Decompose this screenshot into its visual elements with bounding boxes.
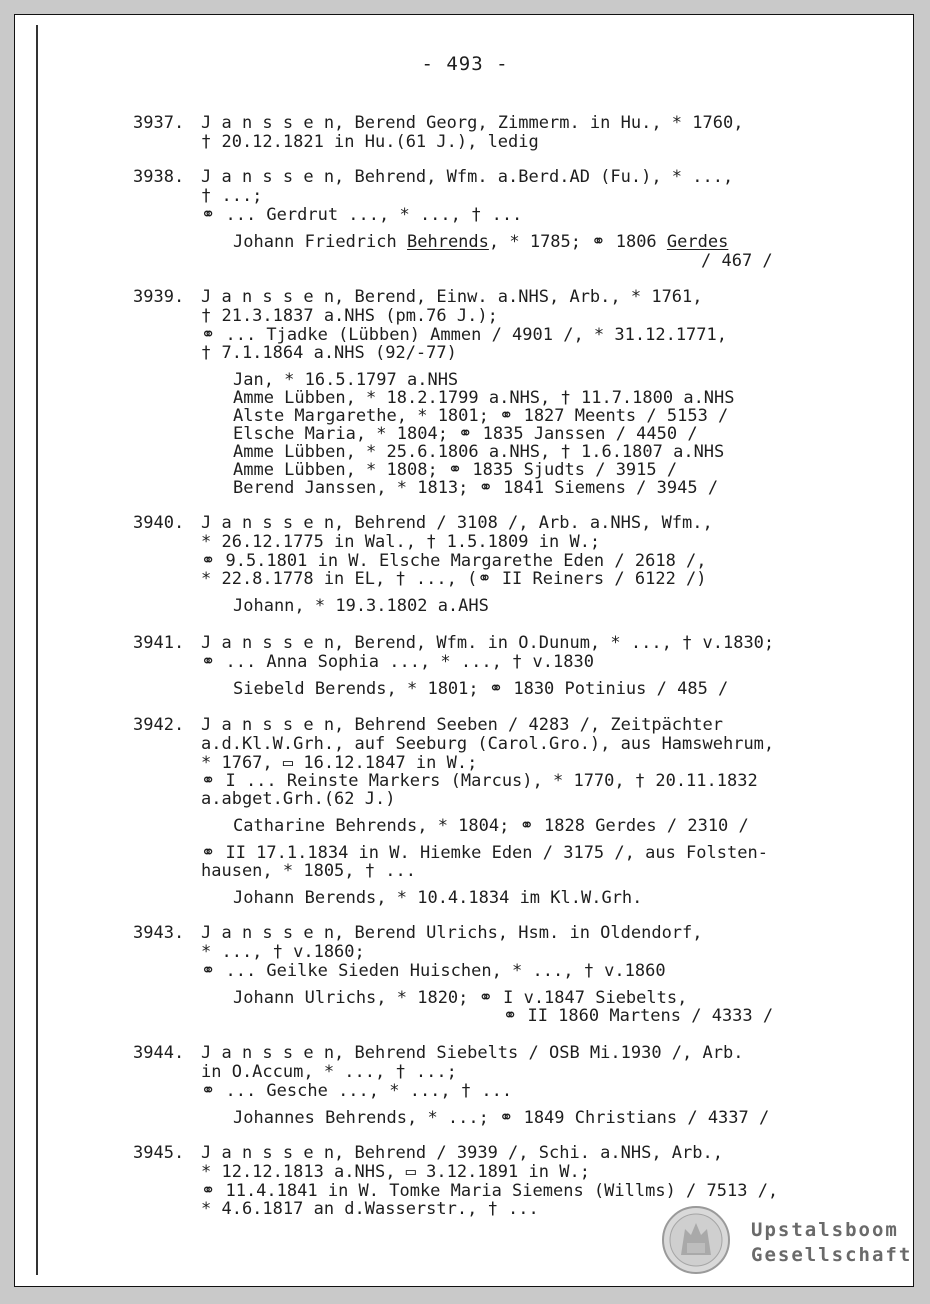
entry-line: ⚭ I ... Reinste Markers (Marcus), * 1770, † 20.11.1832 [201, 771, 758, 791]
entry-line: J a n s s e n, Berend Ulrichs, Hsm. in Oldendorf, [201, 923, 703, 943]
child-line: ⚭ II 1860 Martens / 4333 / [503, 1006, 774, 1026]
child-line: Johann Ulrichs, * 1820; ⚭ I v.1847 Siebelts, [233, 988, 688, 1008]
entry-line: ⚭ ... Geilke Sieden Huischen, * ..., † v.1860 [201, 961, 666, 981]
entry-line: ⚭ ... Gerdrut ..., * ..., † ... [201, 205, 523, 225]
entry-line: ⚭ 11.4.1841 in W. Tomke Maria Siemens (Willms) / 7513 /, [201, 1181, 779, 1201]
entry-line: ⚭ ... Anna Sophia ..., * ..., † v.1830 [201, 652, 594, 672]
entry-number: 3937. [133, 113, 185, 133]
entry-line: J a n s s e n, Behrend / 3939 /, Schi. a.NHS, Arb., [201, 1143, 723, 1163]
entry-line: † ...; [201, 186, 263, 206]
entry-line: * 1767, ▭ 16.12.1847 in W.; [201, 753, 478, 773]
entry-number: 3940. [133, 513, 185, 533]
entry-line: in O.Accum, * ..., † ...; [201, 1062, 457, 1082]
child-line: Johann Berends, * 10.4.1834 im Kl.W.Grh. [233, 888, 643, 908]
watermark-line2: Gesellschaft [751, 1244, 913, 1266]
entry-line: J a n s s e n, Berend, Wfm. in O.Dunum, * ..., † v.1830; [201, 633, 775, 653]
child-line: Amme Lübben, * 25.6.1806 a.NHS, † 1.6.1807 a.NHS [233, 442, 725, 462]
entry-line: J a n s s e n, Behrend / 3108 /, Arb. a.NHS, Wfm., [201, 513, 713, 533]
entry-line: * 26.12.1775 in Wal., † 1.5.1809 in W.; [201, 532, 601, 552]
entry-line: J a n s s e n, Behrend Seeben / 4283 /, Zeitpächter [201, 715, 723, 735]
entry-line: J a n s s e n, Behrend Siebelts / OSB Mi.1930 /, Arb. [201, 1043, 744, 1063]
entry-line: ⚭ ... Tjadke (Lübben) Ammen / 4901 /, * 31.12.1771, [201, 325, 727, 345]
child-line: Catharine Behrends, * 1804; ⚭ 1828 Gerdes / 2310 / [233, 816, 749, 836]
child-line: Amme Lübben, * 1808; ⚭ 1835 Sjudts / 3915 / [233, 460, 678, 480]
child-line: Amme Lübben, * 18.2.1799 a.NHS, † 11.7.1800 a.NHS [233, 388, 735, 408]
seal-icon [661, 1205, 731, 1275]
entry-line: J a n s s e n, Behrend, Wfm. a.Berd.AD (Fu.), * ..., [201, 167, 734, 187]
child-line: Jan, * 16.5.1797 a.NHS [233, 370, 459, 390]
watermark-line1: Upstalsboom [751, 1219, 899, 1241]
entry-number: 3942. [133, 715, 185, 735]
entry-line: ⚭ II 17.1.1834 in W. Hiemke Eden / 3175 /, aus Folsten- [201, 843, 768, 863]
child-line: Berend Janssen, * 1813; ⚭ 1841 Siemens / 3945 / [233, 478, 719, 498]
entry-line: hausen, * 1805, † ... [201, 861, 416, 881]
entry-line: * ..., † v.1860; [201, 942, 365, 962]
entry-number: 3944. [133, 1043, 185, 1063]
entry-number: 3941. [133, 633, 185, 653]
entry-line: * 12.12.1813 a.NHS, ▭ 3.12.1891 in W.; [201, 1162, 590, 1182]
entry-line: a.d.Kl.W.Grh., auf Seeburg (Carol.Gro.), aus Hamswehrum, [201, 734, 775, 754]
entry-line: † 7.1.1864 a.NHS (92/-77) [201, 343, 457, 363]
entry-line: * 22.8.1778 in EL, † ..., (⚭ II Reiners / 6122 /) [201, 569, 707, 589]
page-number: - 493 - [421, 53, 509, 75]
entry-number: 3945. [133, 1143, 185, 1163]
document-page [14, 14, 914, 1287]
child-line: Elsche Maria, * 1804; ⚭ 1835 Janssen / 4450 / [233, 424, 698, 444]
margin-rule [36, 25, 38, 1275]
child-line: Johann, * 19.3.1802 a.AHS [233, 596, 489, 616]
entry-number: 3939. [133, 287, 185, 307]
entry-line: a.abget.Grh.(62 J.) [201, 789, 396, 809]
entry-line: ⚭ 9.5.1801 in W. Elsche Margarethe Eden / 2618 /, [201, 551, 707, 571]
child-ref: / 467 / [701, 251, 773, 271]
entry-line: ⚭ ... Gesche ..., * ..., † ... [201, 1081, 513, 1101]
child-line: Siebeld Berends, * 1801; ⚭ 1830 Potinius / 485 / [233, 679, 729, 699]
entry-line: † 21.3.1837 a.NHS (pm.76 J.); [201, 306, 498, 326]
entry-line: † 20.12.1821 in Hu.(61 J.), ledig [201, 132, 539, 152]
child-line: Johann Friedrich Behrends, * 1785; ⚭ 1806 Gerdes [233, 232, 729, 252]
child-line: Alste Margarethe, * 1801; ⚭ 1827 Meents / 5153 / [233, 406, 729, 426]
child-line: Johannes Behrends, * ...; ⚭ 1849 Christians / 4337 / [233, 1108, 770, 1128]
entry-number: 3943. [133, 923, 185, 943]
entry-line: J a n s s e n, Berend, Einw. a.NHS, Arb., * 1761, [201, 287, 703, 307]
entry-number: 3938. [133, 167, 185, 187]
entry-line: J a n s s e n, Berend Georg, Zimmerm. in Hu., * 1760, [201, 113, 744, 133]
entry-line: * 4.6.1817 an d.Wasserstr., † ... [201, 1199, 539, 1219]
